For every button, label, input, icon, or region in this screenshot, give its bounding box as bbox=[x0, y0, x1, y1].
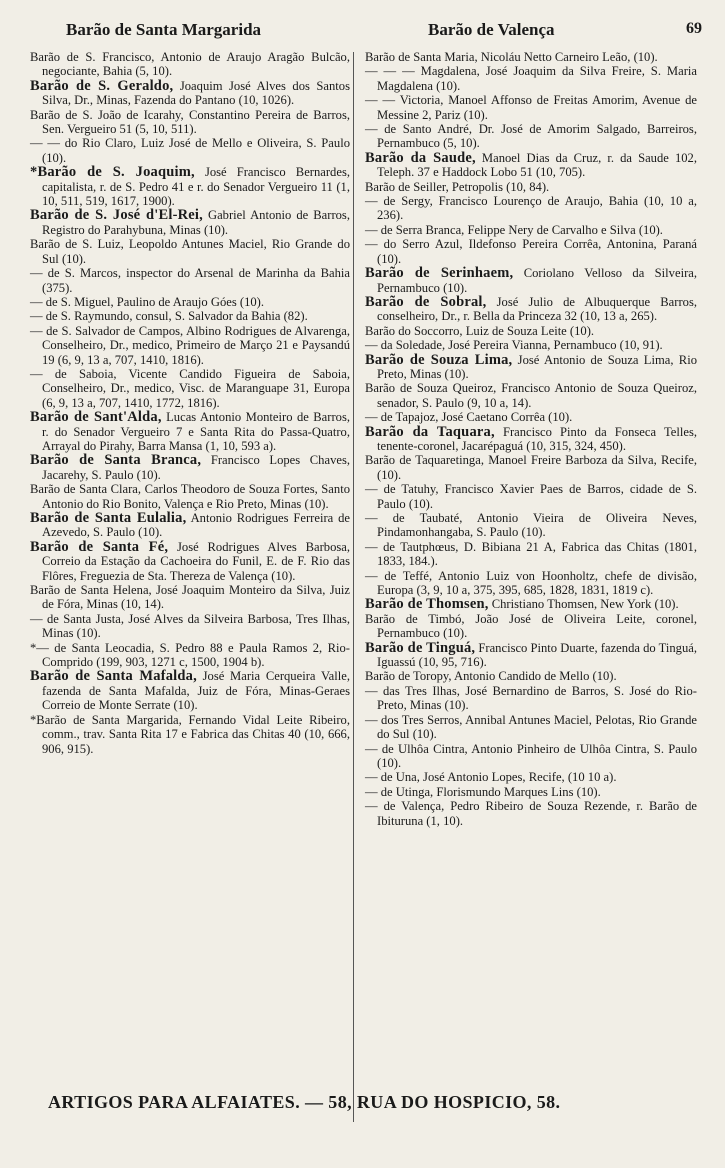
entry-headword: Barão de S. Geraldo, bbox=[30, 77, 174, 94]
entry-headword: Barão de Sobral, bbox=[365, 293, 487, 310]
entry-text: — de Santa Justa, José Alves da Silveira Barbosa, Tres Ilhas, Minas (10). bbox=[30, 611, 350, 641]
entry-text: Antonio Rodrigues Ferreira de Azevedo, S. Paulo (10). bbox=[42, 511, 350, 540]
header-left: Barão de Santa Margarida bbox=[66, 20, 262, 39]
directory-entry bbox=[365, 742, 697, 771]
directory-entry bbox=[365, 194, 697, 223]
directory-entry bbox=[365, 770, 697, 784]
entry-text: — de Teffé, Antonio Luiz von Hoonholtz, chefe de divisão, Europa (3, 9, 10 a, 375, 395, 685, 1828, 1831, 1819 c). bbox=[365, 568, 697, 598]
entry-headword: Barão da Taquara, bbox=[365, 423, 495, 440]
directory-entry bbox=[30, 612, 350, 641]
entry-text: José Rodrigues Alves Barbosa, Correio da Estação da Cachoeira do Funil, E. de F. Rio das Flôres, Freguezia de Sta. Thereza de Valença (10). bbox=[42, 539, 351, 583]
directory-entry bbox=[365, 684, 697, 713]
entry-text: Barão de Timbó, João José de Oliveira Leite, coronel, Pernambuco (10). bbox=[365, 611, 697, 641]
directory-entry bbox=[365, 223, 697, 237]
directory-entry bbox=[30, 540, 350, 583]
directory-entry bbox=[365, 597, 697, 611]
entry-text: Gabriel Antonio de Barros, Registro do Parahybuna, Minas (10). bbox=[42, 208, 350, 237]
column-divider bbox=[353, 52, 354, 1122]
entry-text: — de Utinga, Florismundo Marques Lins (10). bbox=[365, 784, 601, 799]
entry-text: Barão de Souza Queiroz, Francisco Antonio de Souza Queiroz, senador, S. Paulo (9, 10 a, 14). bbox=[365, 381, 697, 410]
directory-entry bbox=[365, 180, 697, 194]
entry-text: Barão de Taquaretinga, Manoel Freire Barboza da Silva, Recife, (10). bbox=[365, 453, 697, 482]
directory-entry bbox=[30, 324, 350, 367]
directory-entry bbox=[365, 511, 697, 540]
entry-headword: Barão de Santa Branca, bbox=[30, 452, 202, 469]
directory-entry bbox=[365, 93, 697, 122]
directory-entry bbox=[30, 713, 350, 756]
entry-text: Barão de Seiller, Petropolis (10, 84). bbox=[365, 179, 550, 194]
directory-entry bbox=[365, 669, 697, 683]
directory-entry bbox=[30, 136, 350, 165]
entry-text: — de S. Salvador de Campos, Albino Rodrigues de Alvarenga, Conselheiro, Dr., medico, Primeiro de Março 21 e Paysandú 19 (6, 9, 13 a, 707, 1410, 1816). bbox=[30, 323, 350, 367]
directory-entry bbox=[365, 295, 697, 324]
footer-advert: ARTIGOS PARA ALFAIATES. — 58, RUA DO HOSPICIO, 58. bbox=[48, 1092, 561, 1112]
entry-text: — de S. Raymundo, consul, S. Salvador da Bahia (82). bbox=[30, 309, 308, 324]
entry-text: Barão de Santa Helena, José Joaquim Monteiro da Silva, Juiz de Fóra, Minas (10, 14). bbox=[30, 583, 350, 612]
entry-text: — de Taubaté, Antonio Vieira de Oliveira Neves, Pindamonhangaba, S. Paulo (10). bbox=[365, 511, 697, 540]
entry-text: Lucas Antonio Monteiro de Barros, r. do Senador Vergueiro 7 e Santa Rita do Passa-Quatro, Arrayal do Pirahy, Barra Mansa (1, 10, 593 a). bbox=[42, 410, 350, 453]
entry-headword: Barão de Santa Fé, bbox=[30, 538, 169, 555]
entry-text: — de Una, José Antonio Lopes, Recife, (10 10 a). bbox=[365, 770, 617, 785]
entry-text: — de Valença, Pedro Ribeiro de Souza Rezende, r. Barão de Ibituruna (1, 10). bbox=[365, 799, 697, 828]
entry-text: Barão de Santa Clara, Carlos Theodoro de Souza Fortes, Santo Antonio do Rio Bonito, Valença e Rio Preto, Minas (10). bbox=[30, 482, 350, 511]
page-number: 69 bbox=[686, 20, 702, 37]
running-header bbox=[66, 20, 706, 44]
directory-entry bbox=[365, 410, 697, 424]
entry-text: — de Serra Branca, Felippe Nery de Carvalho e Silva (10). bbox=[365, 222, 663, 237]
entry-text: *Barão de Santa Margarida, Fernando Vidal Leite Ribeiro, comm., trav. Santa Rita 17 e Fabrica das Chitas 40 (10, 666, 906, 915). bbox=[30, 712, 350, 756]
entry-headword: Barão de Serinhaem, bbox=[365, 265, 514, 282]
directory-entry bbox=[365, 64, 697, 93]
directory-entry bbox=[30, 453, 350, 482]
directory-entry bbox=[365, 713, 697, 742]
directory-entry bbox=[30, 165, 350, 208]
directory-entry bbox=[30, 410, 350, 453]
entry-text: Barão do Soccorro, Luiz de Souza Leite (10). bbox=[365, 323, 595, 338]
directory-entry bbox=[30, 266, 350, 295]
directory-entry bbox=[30, 79, 350, 108]
entry-text: — de Tapajoz, José Caetano Corrêa (10). bbox=[365, 410, 573, 425]
entry-text: — de Santo André, Dr. José de Amorim Salgado, Barreiros, Pernambuco (5, 10). bbox=[365, 122, 697, 151]
directory-entry bbox=[365, 151, 697, 180]
entry-headword: Barão de Souza Lima, bbox=[365, 351, 513, 368]
directory-entry bbox=[365, 482, 697, 511]
entry-text: Manoel Dias da Cruz, r. da Saude 102, Teleph. 37 e Haddock Lobo 51 (10, 705). bbox=[377, 150, 697, 180]
entry-text: — de S. Miguel, Paulino de Araujo Góes (10). bbox=[30, 294, 265, 309]
header-right: Barão de Valença bbox=[428, 20, 555, 39]
directory-entry bbox=[365, 425, 697, 454]
entry-text: José Maria Cerqueira Valle, fazenda de Santa Mafalda, Juiz de Fóra, Minas-Geraes Correio de Monte Serrate (10). bbox=[42, 669, 350, 713]
directory-entry bbox=[30, 237, 350, 266]
entry-text: José Antonio de Souza Lima, Rio Preto, Minas (10). bbox=[377, 352, 698, 381]
entry-text: — de Ulhôa Cintra, Antonio Pinheiro de Ulhôa Cintra, S. Paulo (10). bbox=[365, 741, 697, 770]
directory-entry bbox=[30, 208, 350, 237]
entry-headword: Barão de Santa Eulalia, bbox=[30, 510, 187, 526]
directory-entry bbox=[365, 324, 697, 338]
entry-headword: Barão da Saude, bbox=[365, 149, 476, 166]
entry-text: Francisco Pinto da Fonseca Telles, tenente-coronel, Jacarépaguá (10, 315, 324, 450). bbox=[377, 424, 697, 453]
directory-entry bbox=[30, 108, 350, 137]
entry-text: Francisco Lopes Chaves, Jacarehy, S. Paulo (10). bbox=[42, 453, 351, 482]
entry-text: Coriolano Velloso da Silveira, Pernambuco (10). bbox=[377, 266, 697, 295]
directory-entry bbox=[30, 583, 350, 612]
entry-text: Barão de S. João de Icarahy, Constantino Pereira de Barros, Sen. Vergueiro 51 (5, 10, 511). bbox=[30, 107, 350, 137]
directory-entry bbox=[365, 612, 697, 641]
entry-text: — de S. Marcos, inspector do Arsenal de Marinha da Bahia (375). bbox=[30, 266, 350, 295]
entry-text: Barão de S. Luiz, Leopoldo Antunes Maciel, Rio Grande do Sul (10). bbox=[30, 237, 350, 266]
entry-text: — — do Rio Claro, Luiz José de Mello e Oliveira, S. Paulo (10). bbox=[30, 136, 350, 165]
entry-headword: Barão de S. José d'El-Rei, bbox=[30, 207, 203, 224]
directory-entry bbox=[365, 50, 697, 64]
entry-headword: Barão de Santa Mafalda, bbox=[30, 668, 197, 685]
directory-entry bbox=[365, 453, 697, 482]
entry-text: Joaquim José Alves dos Santos Silva, Dr., Minas, Fazenda do Pantano (10, 1026). bbox=[42, 78, 350, 108]
entry-headword: Barão de Sant'Alda, bbox=[30, 409, 162, 426]
entry-text: José Francisco Bernardes, capitalista, r. de S. Pedro 41 e r. do Senador Vergueiro 11 (1, 10, 511, 519, 1617, 1900). bbox=[42, 165, 350, 209]
entry-headword: Barão de Thomsen, bbox=[365, 596, 489, 613]
entry-text: — — — Magdalena, José Joaquim da Silva Freire, S. Maria Magdalena (10). bbox=[365, 64, 697, 93]
directory-entry bbox=[365, 353, 697, 382]
directory-entry bbox=[365, 381, 697, 410]
entry-text: *— de Santa Leocadia, S. Pedro 88 e Paula Ramos 2, Rio-Comprido (199, 903, 1271 c, 1500, 1904 b). bbox=[30, 640, 350, 670]
entry-text: — de Sergy, Francisco Lourenço de Araujo, Bahia (10, 10 a, 236). bbox=[365, 194, 697, 223]
directory-entry bbox=[30, 641, 350, 670]
directory-entry bbox=[365, 122, 697, 151]
entry-text: — de Saboia, Vicente Candido Figueira de Saboia, Conselheiro, Dr., medico, Visc. de Maranguape 31, Europa (6, 9, 13 a, 707, 1410, 1772, 1816). bbox=[30, 366, 350, 410]
entry-text: Barão de S. Francisco, Antonio de Araujo Aragão Bulcão, negociante, Bahia (5, 10). bbox=[30, 50, 350, 79]
entry-text: — de Tautphœus, D. Bibiana 21 A, Fabrica das Chitas (1801, 1833, 184.). bbox=[365, 539, 697, 569]
entry-text: — dos Tres Serros, Annibal Antunes Maciel, Pelotas, Rio Grande do Sul (10). bbox=[365, 712, 697, 742]
directory-entry bbox=[30, 669, 350, 712]
directory-entry bbox=[365, 799, 697, 828]
entry-text: — da Soledade, José Pereira Vianna, Pernambuco (10, 91). bbox=[365, 338, 663, 353]
directory-entry bbox=[365, 237, 697, 266]
entry-text: — de Tatuhy, Francisco Xavier Paes de Barros, cidade de S. Paulo (10). bbox=[365, 482, 697, 511]
directory-entry bbox=[30, 309, 350, 323]
directory-entry bbox=[30, 295, 350, 309]
directory-entry bbox=[365, 266, 697, 295]
directory-entry bbox=[365, 641, 697, 670]
entry-text: Christiano Thomsen, New York (10). bbox=[488, 597, 679, 612]
entry-text: Barão de Toropy, Antonio Candido de Mello (10). bbox=[365, 669, 617, 684]
entry-headword: *Barão de S. Joaquim, bbox=[30, 164, 195, 181]
directory-entry bbox=[365, 338, 697, 352]
entry-text: — das Tres Ilhas, José Bernardino de Barros, S. José do Rio-Preto, Minas (10). bbox=[365, 683, 697, 713]
directory-entry bbox=[30, 50, 350, 79]
entry-text: — — Victoria, Manoel Affonso de Freitas Amorim, Avenue de Messine 2, Pariz (10). bbox=[365, 93, 697, 122]
directory-entry bbox=[30, 482, 350, 511]
left-column bbox=[30, 50, 350, 756]
entry-text: Francisco Pinto Duarte, fazenda do Tinguá, Iguassú (10, 95, 716). bbox=[377, 640, 697, 670]
directory-entry bbox=[365, 569, 697, 598]
directory-entry bbox=[30, 511, 350, 540]
entry-text: — do Serro Azul, Ildefonso Pereira Corrêa, Antonina, Paraná (10). bbox=[365, 237, 697, 266]
entry-headword: Barão de Tinguá, bbox=[365, 639, 476, 656]
directory-entry bbox=[365, 540, 697, 569]
right-column bbox=[365, 50, 697, 828]
entry-text: José Julio de Albuquerque Barros, conselheiro, Dr., r. Bella da Princeza 32 (10, 13 a, 265). bbox=[377, 294, 697, 324]
directory-entry bbox=[30, 367, 350, 410]
entry-text: Barão de Santa Maria, Nicoláu Netto Carneiro Leão, (10). bbox=[365, 50, 658, 64]
directory-entry bbox=[365, 785, 697, 799]
